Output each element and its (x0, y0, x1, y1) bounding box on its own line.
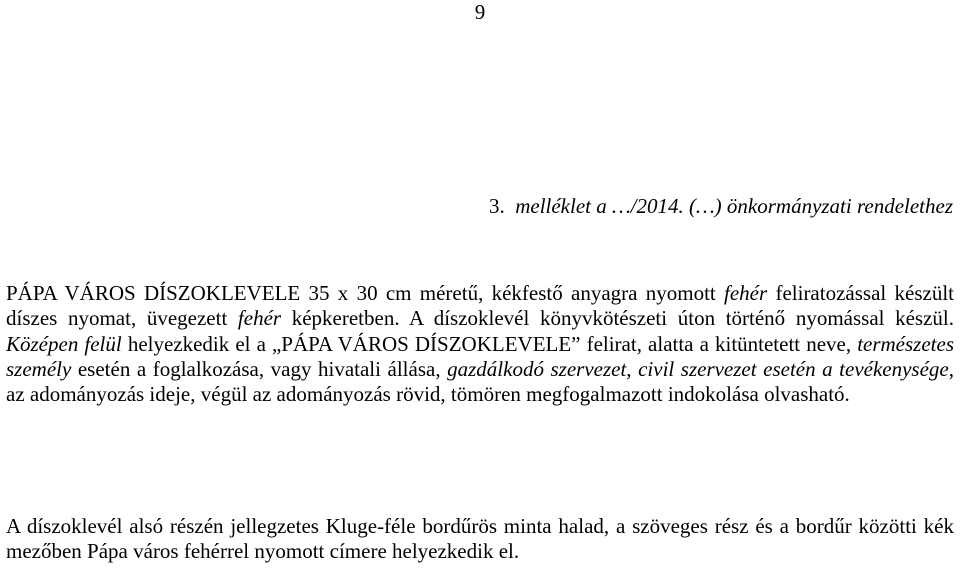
annex-heading (489, 193, 953, 219)
paragraph-text: PÁPA VÁROS DÍSZOKLEVELE 35 x 30 cm méretű, kékfestő anyagra nyomott (6, 281, 725, 305)
paragraph-emphasis: természetes személy (6, 331, 954, 381)
paragraph-text: , az adományozás ideje, végül az adományozás rövid, tömören megfogalmazott indokolása olvasható. (6, 356, 954, 407)
paragraph-emphasis: fehér (237, 306, 282, 331)
paragraph-text: képkeretben. A díszoklevél könyvkötészeti úton történő nyomással készül. (281, 306, 955, 331)
page-number: 9 (474, 0, 486, 24)
border-paragraph: A díszoklevél alsó részén jellegzetes Kluge-féle bordűrös minta halad, a szöveges rész és a bordűr közötti kék mezőben Pápa város fehérrel nyomott címere helyezkedik el. (6, 514, 954, 564)
paragraph-emphasis: gazdálkodó szervezet, civil szervezet esetén a tevékenysége (447, 356, 949, 381)
paragraph-text: esetén a foglalkozása, vagy hivatali állása, (71, 356, 448, 381)
paragraph-text: helyezkedik el a „PÁPA VÁROS DÍSZOKLEVELE” felirat, alatta a kitüntetett neve, (121, 331, 858, 356)
paragraph-emphasis: Középen felül (6, 331, 122, 356)
paragraph-emphasis: fehér (724, 281, 768, 305)
description-paragraph (6, 281, 954, 407)
paragraph-text: feliratozással készült díszes nyomat, üvegezett (6, 281, 954, 331)
annex-number: 3. (488, 194, 505, 218)
annex-title: melléklet a …/2014. (…) önkormányzati rendelethez (515, 194, 953, 218)
